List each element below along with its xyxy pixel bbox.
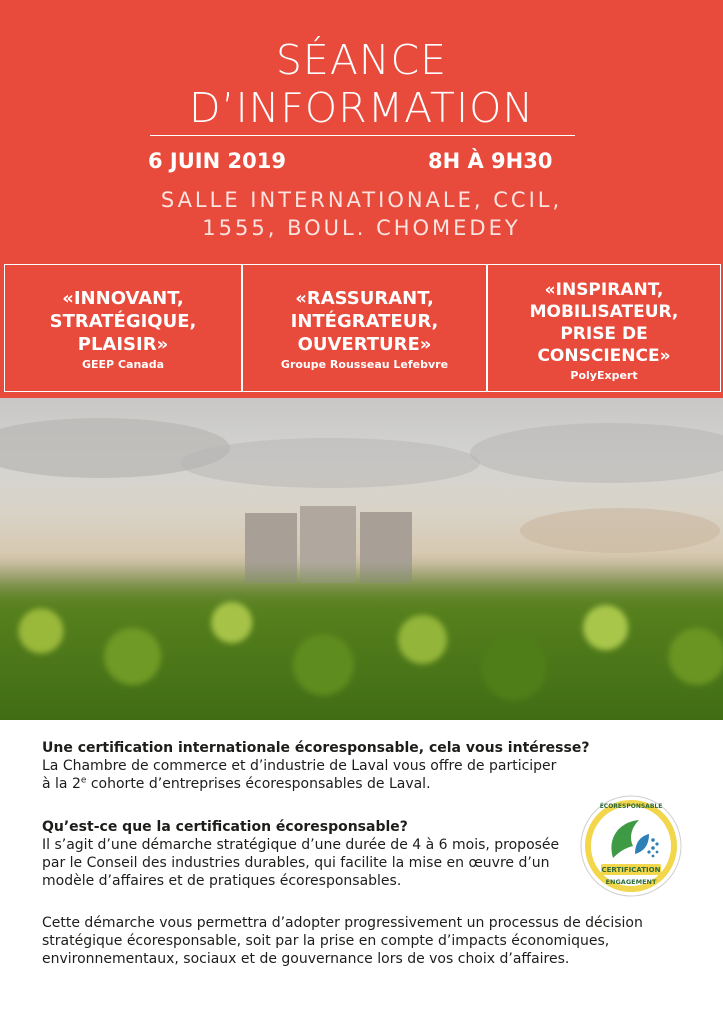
testimonial-source: PolyExpert [570,369,638,382]
title-divider [150,135,575,136]
venue-line-1: SALLE INTERNATIONALE, CCIL, [160,188,563,212]
cloud-shape [520,508,720,553]
testimonial-quote [5,287,241,356]
testimonial-source: GEEP Canada [82,358,164,371]
landscape-photo [0,398,723,720]
testimonial-box [242,264,487,392]
testimonial-quote [488,279,720,367]
quote-line: OUVERTURE» [297,334,432,355]
badge-band-top: CERTIFICATION [601,866,661,874]
testimonial-quote [243,287,486,356]
quote-line: STRATÉGIQUE, [49,311,197,332]
quote-line: «INNOVANT, [62,288,184,309]
testimonial-box [487,264,721,392]
quote-line: «RASSURANT, [295,288,434,309]
quote-line: INTÉGRATEUR, [290,311,439,332]
title-line-1: SÉANCE [275,36,448,84]
quote-line: PLAISIR» [77,334,169,355]
text-fragment: à la 2 [42,776,81,792]
event-date: 6 JUIN 2019 [148,149,286,173]
definition-section [42,818,582,890]
section-text: La Chambre de commerce et d’industrie de Laval vous offre de participer [42,758,557,774]
event-header [0,0,723,398]
testimonial-box [4,264,242,392]
text-fragment: cohorte d’entreprises écoresponsables de Laval. [86,776,431,792]
quote-line: CONSCIENCE» [537,346,671,366]
foliage-foreground [0,563,723,720]
quote-line: MOBILISATEUR, [529,302,679,322]
badge-band-bottom: ENGAGEMENT [605,878,657,886]
benefit-paragraph: Cette démarche vous permettra d’adopter progressivement un processus de décision stratégique écoresponsable, soit par la prise en compte d’impacts économiques, environnementaux, sociaux et de gouvernance lors de vos choix d’affaires. [42,915,643,967]
quote-line: PRISE DE [560,324,648,344]
venue-line-2: 1555, BOUL. CHOMEDEY [202,216,521,240]
testimonial-source: Groupe Rousseau Lefebvre [280,358,449,371]
section-text: Il s’agit d’une démarche stratégique d’une durée de 4 à 6 mois, proposée par le Conseil des industries durables, qui facilite la mise en œuvre d’un modèle d’affaires et de pratiques écoresponsables. [42,837,560,889]
quote-line: «INSPIRANT, [544,280,664,300]
section-heading: Une certification internationale écoresponsable, cela vous intéresse? [42,740,590,756]
event-time: 8H À 9H30 [428,149,553,173]
badge-arc-top: ÉCORESPONSABLE [599,803,663,810]
intro-section [42,739,682,793]
certification-badge [579,794,683,898]
title-line-2: D’INFORMATION [188,84,535,132]
section-heading: Qu’est-ce que la certification écoresponsable? [42,819,408,835]
superscript: e [80,775,87,786]
cloud-shape [180,438,480,488]
cloud-shape [470,423,723,483]
section-text [42,775,682,793]
